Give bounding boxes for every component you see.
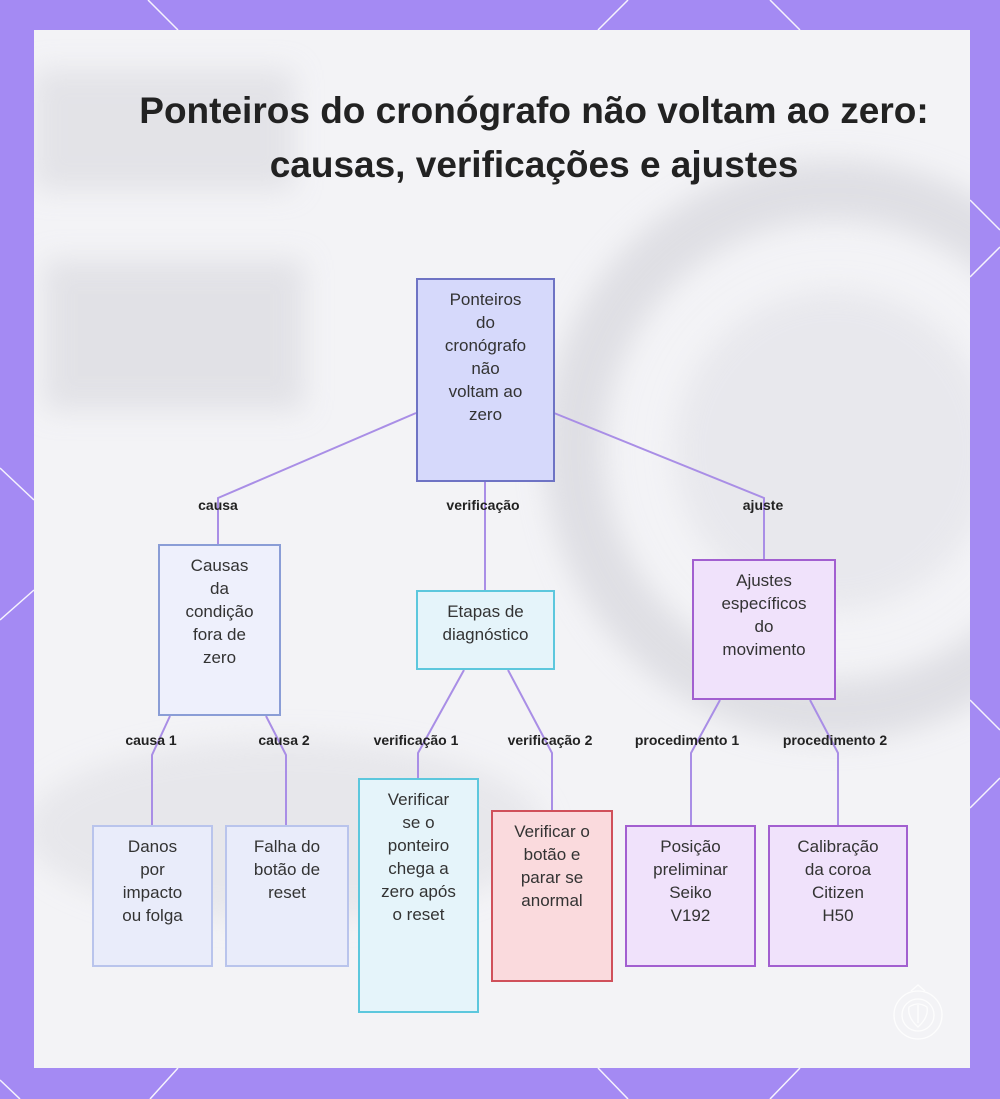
edge-label-causa-2: causa 2 xyxy=(258,732,310,748)
connector-adjust-seiko xyxy=(691,700,720,825)
connector-adjust-citizen xyxy=(810,700,838,825)
node-causes-label: Causas da condição fora de zero xyxy=(185,556,254,667)
node-root xyxy=(416,278,555,482)
node-seiko xyxy=(625,825,756,967)
edge-label-verificacao: verificação xyxy=(446,497,520,513)
node-check-pointer xyxy=(358,778,479,1013)
node-reset-failure xyxy=(225,825,349,967)
node-diagnostic-label: Etapas de diagnóstico xyxy=(442,602,529,644)
node-root-label: Ponteiros do cronógrafo não voltam ao zero xyxy=(444,290,527,424)
edge-label-causa: causa xyxy=(198,497,238,513)
node-citizen xyxy=(768,825,908,967)
connector-root-causes xyxy=(218,413,416,544)
node-adjustments-label: Ajustes específicos do movimento xyxy=(721,571,807,659)
node-seiko-label: Posição preliminar Seiko V192 xyxy=(653,837,728,925)
node-citizen-label: Calibração da coroa Citizen H50 xyxy=(797,837,879,925)
diagram-title: Ponteiros do cronógrafo não voltam ao zero: causas, verificações e ajustes xyxy=(139,90,929,185)
edge-label-causa-1: causa 1 xyxy=(125,732,177,748)
node-diagnostic xyxy=(416,590,555,670)
node-check-button xyxy=(491,810,613,982)
edge-label-verificacao-2: verificação 2 xyxy=(507,732,593,748)
watch-logo-icon xyxy=(889,983,947,1045)
connector-root-adjustments xyxy=(554,413,764,559)
edge-label-verificacao-1: verificação 1 xyxy=(373,732,459,748)
node-check-pointer-label: Verificar se o ponteiro chega a zero após o reset xyxy=(381,790,456,924)
edge-label-ajuste: ajuste xyxy=(742,497,784,513)
connector-diagnostic-pointer xyxy=(418,670,464,778)
node-damage xyxy=(92,825,213,967)
node-check-button-label: Verificar o botão e parar se anormal xyxy=(514,822,590,910)
edge-label-procedimento-1: procedimento 1 xyxy=(634,732,740,748)
edge-label-procedimento-2: procedimento 2 xyxy=(782,732,888,748)
node-adjustments xyxy=(692,559,836,700)
diagram-panel xyxy=(34,30,970,1068)
node-causes xyxy=(158,544,281,716)
node-damage-label: Danos por impacto ou folga xyxy=(122,837,183,925)
node-reset-failure-label: Falha do botão de reset xyxy=(253,837,321,902)
